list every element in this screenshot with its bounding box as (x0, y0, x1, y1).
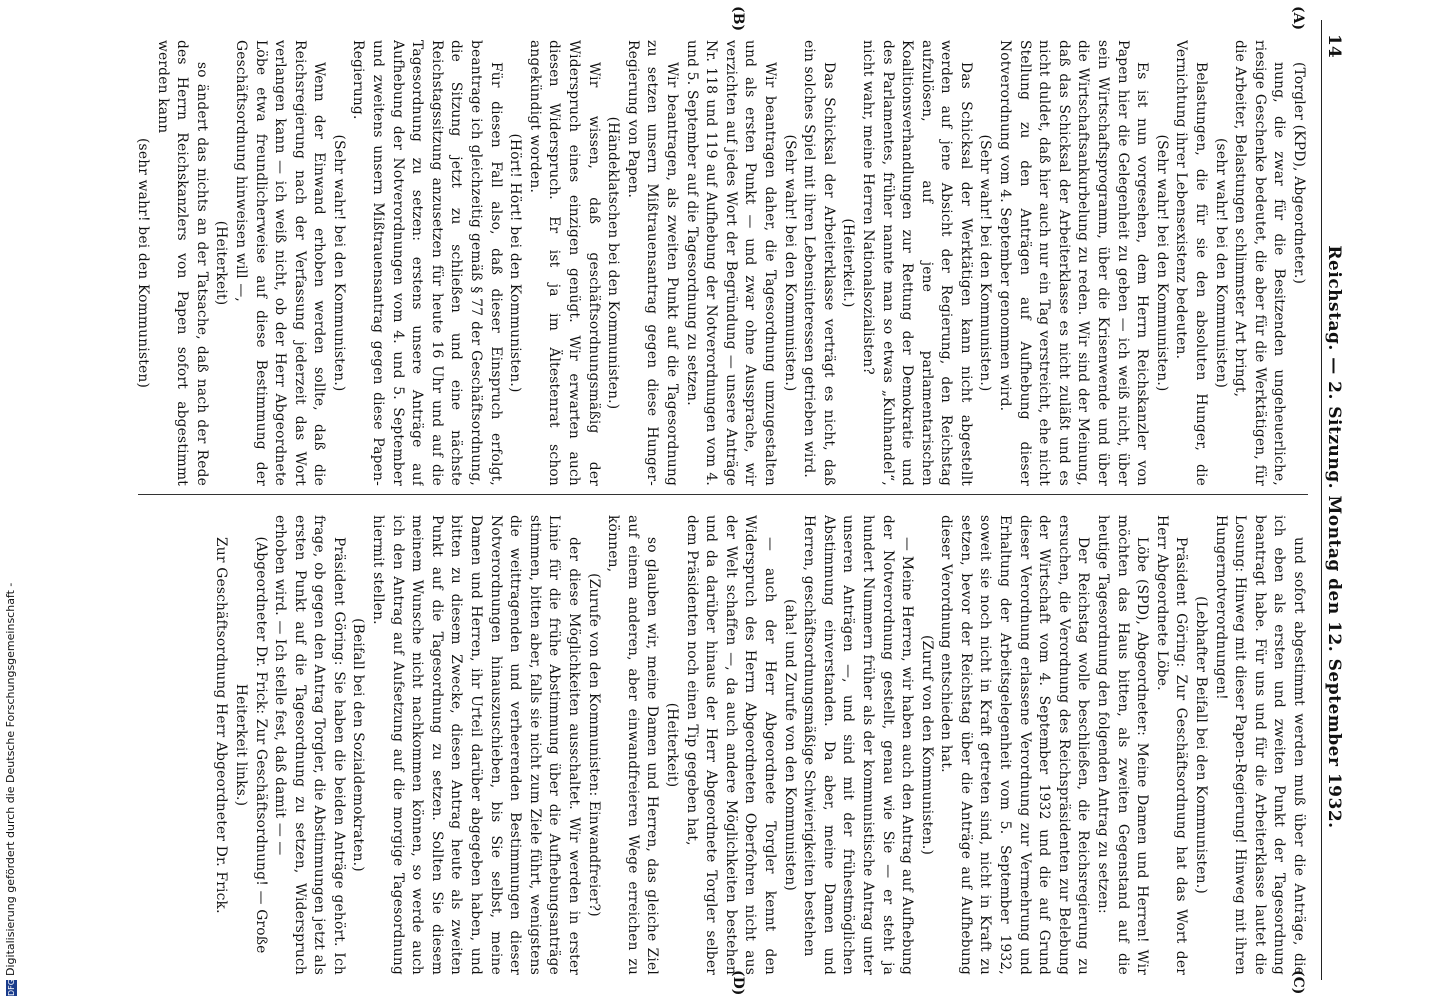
left-interjection: (sehr wahr! bei den Kommunisten) (134, 137, 151, 389)
margin-mark-b: (B) (730, 6, 746, 32)
right-interjection: (Abgeordneter Dr. Frick: Zur Geschäftsordnung! — Große Heiterkeit links.) (232, 536, 269, 954)
left-paragraph: Wir wissen, daß geschäftsordnungsmäßig der Widerspruch eines einzigen genügt. Wir erwarten auch diesen Widerspruch. Er ist ja im Ältestenrat schon angekündigt worden. (526, 40, 602, 486)
right-interjection: (Zuruf von den Kommunisten.) (918, 634, 935, 856)
left-paragraph: Für diesen Fall also, daß dieser Einspruch erfolgt, beantrage ich gleichzeitig gemäß § 77 der Geschäftsordnung, die Sitzung jetzt zu schließen und eine nächste Reichstagssitzung anzusetzen für heute 16 Uhr und auf die Tagesordnung zu setzen: erstens unsere Anträge auf Aufhebung der Notverordnungen vom 4. und 5. September und zweitens unsern Mißtrauensantrag gegen diese Papen-Regierung. (350, 40, 504, 486)
left-interjection: (Sehr wahr! bei den Kommunisten.) (781, 134, 798, 392)
right-interjection: (Heiterkeit) (664, 702, 680, 788)
left-interjection: (Hört! Hört! bei den Kommunisten.) (507, 133, 524, 393)
left-paragraph: so ändert das nichts an der Tatsache, daß nach der Rede des Herrn Reichskanzlers von Papen sofort abgestimmt werden kann (154, 40, 210, 486)
page-number: 14 (1324, 34, 1344, 58)
left-paragraph: Das Schicksal der Arbeiterklasse verträgt es nicht, daß ein solches Spiel mit ihren Lebensinteressen getrieben wird. (801, 40, 837, 486)
right-paragraph: der diese Möglichkeiten ausschaltet. Wir werden in erster Linie für die frühe Abstimmung über die Aufhebungsanträge stimmen, bitten aber, falls sie nicht zum Ziele führt, wenigstens die weittragenden und verheerenden Bestimmungen dieser Notverordnungen hinauszuschieben, bis Sie selbst, meine Damen und Herren, ihr Urteil darüber abgegeben haben, und bitten zu diesem Zwecke, diesen Antrag heute als zweiten Punkt auf die Tagesordnung zu setzen. Sollten Sie diesem meinem Wunsche nicht nachkommen können, so werde auch ich den Antrag auf Aufsetzung auf die morgige Tagesordnung hiermit stellen. (370, 515, 583, 975)
header-rule (1321, 20, 1322, 980)
dfg-logo: DFG (6, 979, 16, 996)
left-interjection: (Heiterkeit.) (840, 218, 857, 308)
page-title: Reichstag. — 2. Sitzung. Montag den 12. September 1932. (1324, 245, 1344, 829)
column-separator (138, 494, 1308, 495)
right-paragraph: und sofort abgestimmt werden muß über die Anträge, die ich eben als ersten und zweiten Punkt der Tagesordnung beantragt habe. Für uns und für die Arbeiterklasse lautet die Losung: Hinweg mit dieser Papen-Regierung! Hinweg mit ihren Hungernotverordnungen! (1212, 515, 1307, 975)
right-paragraph: so glauben wir, meine Damen und Herren, das gleiche Ziel auf einem anderen, aber einwandfreieren Wege erreichen zu können, (605, 515, 661, 975)
margin-mark-d: (D) (730, 970, 746, 996)
left-paragraph: Belastungen, die für sie den absoluten Hunger, die Vernichtung ihrer Lebensexistenz bedeuten. (1173, 40, 1210, 486)
right-column (128, 515, 1308, 975)
left-column (128, 40, 1308, 486)
right-paragraph: Der Reichstag wolle beschließen, die Reichsregierung zu ersuchen, die Verordnung des Reichspräsidenten zur Belebung der Wirtschaft vom 4. September 1932 und die auf Grund dieser Verordnung erlassene Verordnung zur Vermehrung und Erhaltung der Arbeitsgelegenheit vom 5. September 1932, soweit sie noch nicht in Kraft getreten sind, nicht in Kraft zu setzen, bevor der Reichstag über die Anträge auf Aufhebung dieser Verordnung entschieden hat. (938, 515, 1092, 975)
right-interjection: (Lebhafter Beifall bei den Kommunisten.) (1193, 596, 1210, 894)
right-interjection: (Zurufe von den Kommunisten: Einwandfreier?) (585, 573, 602, 917)
left-paragraph: Es ist nun vorgesehen, dem Herrn Reichskanzler von Papen hier die Gelegenheit zu geben — ich weiß nicht, über sein Wirtschaftsprogramm, über die Krisenwende und über die Wirtschaftsankurbelung zu reden. Wir sind der Meinung, daß das Schicksal der Arbeiterklasse es nicht zuläßt und es nicht duldet, daß hier auch nur ein Tag verstreicht, ehe nicht Stellung zu den Anträgen auf Aufhebung dieser Notverordnung vom 4. September genommen wird. (997, 40, 1151, 486)
left-interjection: (Sehr wahr! bei den Kommunisten.) (1153, 134, 1170, 392)
left-interjection: (Händeklatschen bei den Kommunisten.) (605, 116, 622, 410)
left-interjection: (Sehr wahr! bei den Kommunisten.) (977, 134, 994, 392)
right-paragraph: Zur Geschäftsordnung Herr Abgeordneter Dr. Frick. (213, 537, 230, 914)
left-paragraph: Wir beantragen, als zweiten Punkt auf die Tagesordnung zu setzen unsern Mißtrauensantrag gegen diese Hunger-Regierung von Papen. (624, 40, 680, 486)
right-paragraph: Präsident Göring: Sie haben die beiden Anträge gehört. Ich frage, ob gegen den Antrag Torgler, die Abstimmungen jetzt als ersten Punkt auf die Tagesordnung zu setzen, Widerspruch erhoben wird. — Ich stelle fest, daß damit — — (272, 515, 347, 975)
right-paragraph: Löbe (SPD), Abgeordneter: Meine Damen und Herren! Wir möchten das Haus bitten, als zweiten Gegenstand auf die heutige Tagesordnung den folgenden Antrag zu setzen: (1095, 515, 1151, 975)
left-interjection: (Heiterkeit) (213, 220, 230, 306)
left-paragraph: (Torgler (KPD), Abgeordneter.) (1291, 62, 1307, 285)
right-interjection: (Beifall bei den Sozialdemokraten.) (350, 618, 367, 872)
margin-mark-c: (C) (1290, 970, 1306, 995)
right-paragraph: — auch der Herr Abgeordnete Torgler kennt den Widerspruch des Herrn Abgeordneten Oberfohren nicht aus der Welt schaffen —, da auch andere Möglichkeiten bestehen und da darüber hinaus der Herr Abgeordnete Torgler selber dem Präsidenten noch einen Tip gegeben hat, (683, 515, 778, 975)
margin-mark-a: (A) (1290, 6, 1306, 31)
left-paragraph: Wir beantragen daher, die Tagesordnung umzugestalten und als ersten Punkt — und zwar ohne Aussprache, wir verzichten auf jedes Wort der Begründung — unsere Anträge Nr. 118 und 119 auf Aufhebung der Notverordnungen vom 4. und 5. September auf die Tagesordnung zu setzen. (683, 40, 778, 486)
right-paragraph: — Meine Herren, wir haben auch den Antrag auf Aufhebung der Notverordnung gestellt, genau wie Sie — er steht ja hundert Nummern früher als der kommunistische Antrag unter unseren Anträgen —, und sind mit der frühestmöglichen Abstimmung einverstanden. Da aber, meine Damen und Herren, geschäftsordnungsmäßige Schwierigkeiten bestehen (801, 515, 916, 975)
left-paragraph: Wenn der Einwand erhoben werden sollte, daß die Reichsregierung nach der Verfassung jederzeit das Wort verlangen kann — ich weiß nicht, ob der Herr Abgeordnete Löbe etwa freundlicherweise auf diese Bestimmung der Geschäftsordnung hinweisen will —, (232, 40, 328, 486)
left-interjection: (Sehr wahr! bei den Kommunisten.) (330, 134, 347, 392)
left-paragraph: Das Schicksal der Werktätigen kann nicht abgestellt werden auf jene Absicht der Regierung, den Reichstag aufzulösen, auf jene parlamentarischen Koalitionsverhandlungen zur Rettung der Demokratie und des Parlamentes, früher nannte man so etwas „Kuhhandel“, nicht wahr, meine Herren Nationalsozialisten? (859, 40, 974, 486)
left-interjection: (sehr wahr! bei den Kommunisten) (1212, 137, 1229, 389)
left-paragraph: nung, die zwar für die Besitzenden ungeheuerliche, riesige Geschenke bedeutet, die aber für die Werktätigen, für die Arbeiter, Belastungen schlimmster Art bringt, (1232, 40, 1288, 486)
right-paragraph: Präsident Göring: Zur Geschäftsordnung hat das Wort der Herr Abgeordnete Löbe. (1153, 515, 1190, 975)
footer-text: Digitalisierung gefördert durch die Deutsche Forschungsgemeinschaft - (4, 582, 17, 976)
page-header (1322, 34, 1346, 980)
right-interjection: (aha! und Zurufe von den Kommunisten) (781, 599, 798, 891)
